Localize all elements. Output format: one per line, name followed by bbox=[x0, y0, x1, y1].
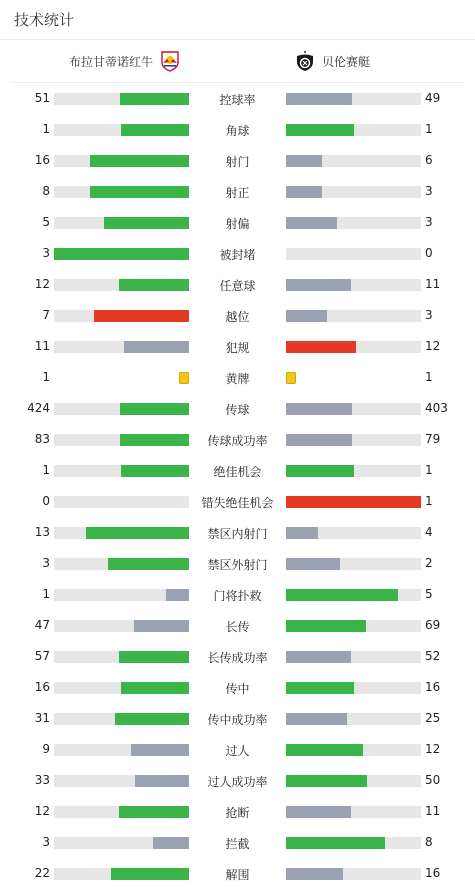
away-value: 3 bbox=[425, 215, 433, 229]
away-bar-track bbox=[286, 806, 421, 818]
home-bar-track bbox=[54, 93, 189, 105]
away-bar-track bbox=[286, 279, 421, 291]
home-bar-fill bbox=[54, 248, 189, 260]
home-bar-fill bbox=[121, 682, 189, 694]
away-bar-fill bbox=[286, 837, 385, 849]
away-bar-fill bbox=[286, 310, 327, 322]
stat-row bbox=[0, 83, 475, 114]
away-value: 69 bbox=[425, 618, 441, 632]
away-value: 11 bbox=[425, 804, 441, 818]
away-bar-fill bbox=[286, 155, 322, 167]
home-value: 83 bbox=[34, 432, 50, 446]
stat-row bbox=[0, 300, 475, 331]
home-bar-track bbox=[54, 248, 189, 260]
stat-label: 传中 bbox=[225, 682, 250, 696]
away-bar-track bbox=[286, 310, 421, 322]
stat-row bbox=[0, 145, 475, 176]
home-bar-fill bbox=[131, 744, 189, 756]
home-bar-fill bbox=[111, 868, 189, 880]
stat-row bbox=[0, 858, 475, 889]
home-value: 1 bbox=[42, 370, 50, 384]
away-value: 0 bbox=[425, 246, 433, 260]
away-bar-track bbox=[286, 527, 421, 539]
stat-row bbox=[0, 517, 475, 548]
away-value: 5 bbox=[425, 587, 433, 601]
away-bar-track bbox=[286, 341, 421, 353]
away-bar-fill bbox=[286, 279, 351, 291]
away-value: 12 bbox=[425, 339, 441, 353]
home-value: 31 bbox=[34, 711, 50, 725]
home-bar-fill bbox=[124, 341, 189, 353]
away-bar-fill bbox=[286, 868, 343, 880]
away-bar-track bbox=[286, 837, 421, 849]
away-value: 6 bbox=[425, 153, 433, 167]
stat-label: 拦截 bbox=[225, 837, 250, 851]
home-bar-track bbox=[54, 651, 189, 663]
away-bar-fill bbox=[286, 465, 354, 477]
home-bar-track bbox=[54, 589, 189, 601]
away-bar-track bbox=[286, 186, 421, 198]
away-value: 4 bbox=[425, 525, 433, 539]
home-bar-track bbox=[54, 310, 189, 322]
away-value: 403 bbox=[425, 401, 448, 415]
home-bar-fill bbox=[121, 124, 189, 136]
home-bar-track bbox=[54, 837, 189, 849]
home-bar-fill bbox=[86, 527, 189, 539]
stat-label: 传球 bbox=[225, 403, 250, 417]
away-bar-track bbox=[286, 620, 421, 632]
away-bar-fill bbox=[286, 217, 337, 229]
away-bar-track bbox=[286, 651, 421, 663]
remo-crest-icon bbox=[294, 50, 316, 72]
away-bar-track bbox=[286, 217, 421, 229]
away-bar-fill bbox=[286, 744, 363, 756]
home-value: 3 bbox=[42, 835, 50, 849]
away-bar-track bbox=[286, 713, 421, 725]
stats-list bbox=[0, 83, 475, 889]
away-value: 3 bbox=[425, 184, 433, 198]
home-value: 47 bbox=[34, 618, 50, 632]
home-bar-track bbox=[54, 744, 189, 756]
away-bar-track bbox=[286, 775, 421, 787]
home-value: 3 bbox=[42, 246, 50, 260]
stat-row bbox=[0, 827, 475, 858]
home-bar-fill bbox=[135, 775, 189, 787]
home-bar-track bbox=[54, 775, 189, 787]
home-bar-track bbox=[54, 403, 189, 415]
stat-row bbox=[0, 114, 475, 145]
away-bar-fill bbox=[286, 806, 351, 818]
stat-row bbox=[0, 486, 475, 517]
away-bar-fill bbox=[286, 651, 351, 663]
stat-row bbox=[0, 269, 475, 300]
away-bar-fill bbox=[286, 589, 398, 601]
stat-row bbox=[0, 238, 475, 269]
stat-label: 犯规 bbox=[225, 341, 250, 355]
home-bar-fill bbox=[153, 837, 189, 849]
home-bar-fill bbox=[120, 434, 189, 446]
stat-label: 绝佳机会 bbox=[213, 465, 262, 479]
home-bar-track bbox=[54, 279, 189, 291]
stat-label: 禁区内射门 bbox=[207, 527, 268, 541]
home-bar-track bbox=[54, 496, 189, 508]
stat-label: 解围 bbox=[225, 868, 250, 882]
home-bar-track bbox=[54, 434, 189, 446]
header-bar bbox=[0, 0, 475, 40]
stat-label: 任意球 bbox=[219, 279, 256, 293]
home-bar-track bbox=[54, 124, 189, 136]
away-bar-track bbox=[286, 155, 421, 167]
away-bar-track bbox=[286, 589, 421, 601]
stat-label: 传中成功率 bbox=[207, 713, 268, 727]
home-bar-track bbox=[54, 806, 189, 818]
away-team-name: 贝伦赛艇 bbox=[322, 54, 371, 69]
away-value: 2 bbox=[425, 556, 433, 570]
away-bar-fill bbox=[286, 496, 421, 508]
stat-label: 黄牌 bbox=[225, 372, 250, 386]
home-value: 7 bbox=[42, 308, 50, 322]
home-bar-track bbox=[54, 868, 189, 880]
home-team-name: 布拉甘蒂诺红牛 bbox=[68, 54, 153, 69]
home-value: 13 bbox=[34, 525, 50, 539]
stat-row bbox=[0, 207, 475, 238]
stat-label: 越位 bbox=[225, 310, 250, 324]
home-bar-track bbox=[54, 155, 189, 167]
home-value: 1 bbox=[42, 122, 50, 136]
home-bar-track bbox=[54, 465, 189, 477]
away-bar-track bbox=[286, 496, 421, 508]
away-bar-track bbox=[286, 93, 421, 105]
away-bar-fill bbox=[286, 93, 352, 105]
yellow-card-icon bbox=[286, 372, 296, 384]
away-value: 3 bbox=[425, 308, 433, 322]
stat-label: 被封堵 bbox=[219, 248, 256, 262]
stat-row bbox=[0, 331, 475, 362]
away-bar-track bbox=[286, 403, 421, 415]
home-value: 12 bbox=[34, 277, 50, 291]
home-bar-fill bbox=[119, 651, 189, 663]
away-bar-fill bbox=[286, 682, 354, 694]
home-bar-fill bbox=[120, 93, 189, 105]
home-bar-fill bbox=[121, 465, 189, 477]
away-value: 8 bbox=[425, 835, 433, 849]
home-value: 12 bbox=[34, 804, 50, 818]
away-bar-track bbox=[286, 868, 421, 880]
stat-label: 长传 bbox=[225, 620, 250, 634]
home-value: 1 bbox=[42, 463, 50, 477]
stat-label: 射正 bbox=[225, 186, 250, 200]
home-bar-fill bbox=[104, 217, 189, 229]
home-bar-fill bbox=[166, 589, 189, 601]
stat-row bbox=[0, 672, 475, 703]
away-bar-fill bbox=[286, 124, 354, 136]
away-value: 1 bbox=[425, 370, 433, 384]
home-bar-track bbox=[54, 527, 189, 539]
home-value: 424 bbox=[27, 401, 50, 415]
home-bar-fill bbox=[119, 806, 189, 818]
home-value: 16 bbox=[34, 153, 50, 167]
away-value: 11 bbox=[425, 277, 441, 291]
stat-row bbox=[0, 393, 475, 424]
stat-label: 射门 bbox=[225, 155, 250, 169]
stat-row bbox=[0, 579, 475, 610]
home-value: 8 bbox=[42, 184, 50, 198]
away-value: 1 bbox=[425, 494, 433, 508]
stat-label: 错失绝佳机会 bbox=[201, 496, 274, 510]
home-bar-fill bbox=[119, 279, 189, 291]
away-bar-fill bbox=[286, 341, 356, 353]
home-value: 5 bbox=[42, 215, 50, 229]
stat-row bbox=[0, 641, 475, 672]
away-value: 49 bbox=[425, 91, 441, 105]
yellow-card-icon bbox=[179, 372, 189, 384]
stat-row bbox=[0, 362, 475, 393]
page-title: 技术统计 bbox=[14, 11, 75, 29]
home-bar-fill bbox=[90, 155, 189, 167]
away-bar-track bbox=[286, 744, 421, 756]
home-bar-fill bbox=[120, 403, 189, 415]
home-bar-track bbox=[54, 620, 189, 632]
stat-row bbox=[0, 765, 475, 796]
stat-label: 控球率 bbox=[219, 93, 256, 107]
away-bar-fill bbox=[286, 434, 352, 446]
stat-label: 禁区外射门 bbox=[207, 558, 268, 572]
away-value: 79 bbox=[425, 432, 441, 446]
home-value: 9 bbox=[42, 742, 50, 756]
stat-label: 抢断 bbox=[225, 806, 250, 820]
teams-header bbox=[10, 40, 465, 83]
away-value: 25 bbox=[425, 711, 441, 725]
home-bar-track bbox=[54, 713, 189, 725]
away-bar-fill bbox=[286, 527, 318, 539]
away-value: 50 bbox=[425, 773, 441, 787]
home-bar-track bbox=[54, 558, 189, 570]
home-bar-fill bbox=[108, 558, 189, 570]
home-value: 22 bbox=[34, 866, 50, 880]
home-bar-fill bbox=[94, 310, 189, 322]
stat-row bbox=[0, 548, 475, 579]
away-bar-track bbox=[286, 434, 421, 446]
away-value: 1 bbox=[425, 122, 433, 136]
away-team[interactable] bbox=[294, 40, 370, 82]
home-value: 57 bbox=[34, 649, 50, 663]
stat-label: 长传成功率 bbox=[207, 651, 268, 665]
away-bar-fill bbox=[286, 186, 322, 198]
home-value: 11 bbox=[34, 339, 50, 353]
home-bar-fill bbox=[90, 186, 189, 198]
stat-label: 过人 bbox=[225, 744, 250, 758]
home-value: 33 bbox=[34, 773, 50, 787]
home-bar-fill bbox=[134, 620, 189, 632]
away-bar-track bbox=[286, 248, 421, 260]
home-bar-track bbox=[54, 682, 189, 694]
stat-row bbox=[0, 424, 475, 455]
home-value: 51 bbox=[34, 91, 50, 105]
away-bar-track bbox=[286, 465, 421, 477]
stat-row bbox=[0, 610, 475, 641]
away-value: 12 bbox=[425, 742, 441, 756]
home-value: 16 bbox=[34, 680, 50, 694]
home-bar-track bbox=[54, 186, 189, 198]
away-bar-track bbox=[286, 124, 421, 136]
away-value: 52 bbox=[425, 649, 441, 663]
stat-label: 射偏 bbox=[225, 217, 250, 231]
stat-row bbox=[0, 796, 475, 827]
away-bar-track bbox=[286, 682, 421, 694]
stat-row bbox=[0, 176, 475, 207]
away-bar-fill bbox=[286, 713, 347, 725]
home-value: 1 bbox=[42, 587, 50, 601]
away-bar-fill bbox=[286, 775, 367, 787]
stat-label: 门将扑救 bbox=[213, 589, 262, 603]
home-bar-fill bbox=[115, 713, 189, 725]
home-value: 0 bbox=[42, 494, 50, 508]
stat-row bbox=[0, 455, 475, 486]
away-bar-fill bbox=[286, 620, 366, 632]
away-value: 16 bbox=[425, 680, 441, 694]
away-bar-fill bbox=[286, 403, 352, 415]
away-value: 16 bbox=[425, 866, 441, 880]
red-bull-logo-icon bbox=[159, 50, 181, 72]
stat-row bbox=[0, 734, 475, 765]
away-bar-fill bbox=[286, 558, 340, 570]
home-value: 3 bbox=[42, 556, 50, 570]
stat-label: 角球 bbox=[225, 124, 250, 138]
home-team[interactable] bbox=[69, 40, 181, 82]
home-bar-track bbox=[54, 341, 189, 353]
home-bar-track bbox=[54, 217, 189, 229]
away-value: 1 bbox=[425, 463, 433, 477]
stat-label: 过人成功率 bbox=[207, 775, 268, 789]
stat-row bbox=[0, 703, 475, 734]
stat-label: 传球成功率 bbox=[207, 434, 268, 448]
away-bar-track bbox=[286, 558, 421, 570]
